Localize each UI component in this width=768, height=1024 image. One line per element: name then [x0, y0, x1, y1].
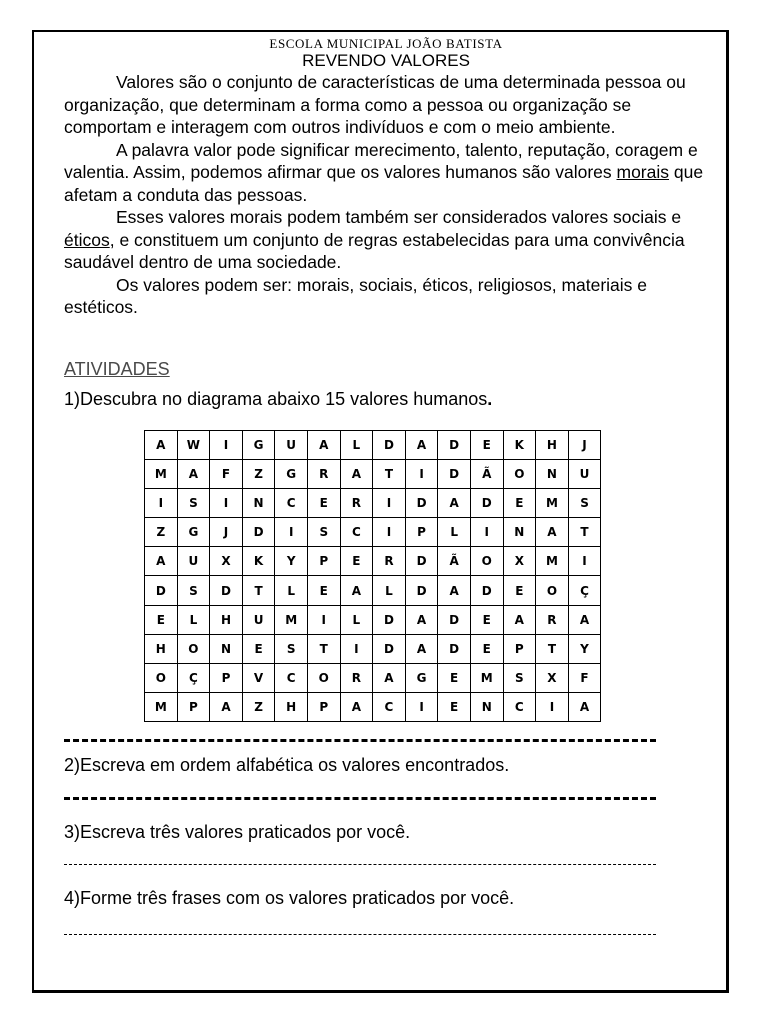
grid-cell: A	[145, 431, 178, 460]
grid-cell: E	[307, 489, 340, 518]
grid-cell: G	[242, 431, 275, 460]
grid-row	[145, 489, 601, 518]
grid-cell: E	[503, 576, 536, 605]
grid-cell: I	[373, 489, 406, 518]
grid-cell: M	[145, 460, 178, 489]
grid-cell: Ã	[438, 547, 471, 576]
grid-row	[145, 460, 601, 489]
intro-text	[64, 71, 714, 319]
grid-cell: E	[307, 576, 340, 605]
grid-cell: D	[405, 547, 438, 576]
grid-cell: R	[340, 663, 373, 692]
paragraph-2	[64, 139, 714, 207]
grid-cell: F	[568, 663, 601, 692]
grid-cell: N	[210, 634, 243, 663]
grid-cell: K	[503, 431, 536, 460]
grid-cell: T	[242, 576, 275, 605]
grid-cell: U	[177, 547, 210, 576]
grid-cell: U	[568, 460, 601, 489]
grid-cell: O	[307, 663, 340, 692]
grid-cell: H	[275, 692, 308, 721]
grid-cell: F	[210, 460, 243, 489]
question-4: 4)Forme três frases com os valores praticados por você.	[64, 888, 515, 908]
grid-row	[145, 576, 601, 605]
grid-cell: D	[438, 634, 471, 663]
grid-cell: E	[438, 692, 471, 721]
grid-cell: W	[177, 431, 210, 460]
grid-cell: A	[405, 431, 438, 460]
grid-cell: A	[536, 518, 569, 547]
grid-cell: Z	[242, 460, 275, 489]
grid-cell: I	[307, 605, 340, 634]
underlined-word-eticos: éticos	[64, 229, 110, 250]
grid-cell: R	[340, 489, 373, 518]
grid-cell: X	[503, 547, 536, 576]
grid-cell: D	[438, 431, 471, 460]
grid-cell: D	[373, 634, 406, 663]
grid-cell: I	[405, 692, 438, 721]
grid-cell: X	[210, 547, 243, 576]
question-3: 3)Escreva três valores praticados por você.	[64, 822, 411, 842]
question-1-text: 1)Descubra no diagrama abaixo 15 valores humanos	[64, 389, 488, 409]
grid-cell: S	[177, 576, 210, 605]
grid-row	[145, 692, 601, 721]
grid-cell: A	[210, 692, 243, 721]
grid-cell: I	[275, 518, 308, 547]
grid-cell: V	[242, 663, 275, 692]
grid-cell: I	[210, 489, 243, 518]
grid-cell: T	[373, 460, 406, 489]
grid-cell: E	[145, 605, 178, 634]
grid-cell: U	[275, 431, 308, 460]
grid-cell: D	[242, 518, 275, 547]
grid-cell: I	[568, 547, 601, 576]
grid-cell: A	[373, 663, 406, 692]
grid-cell: L	[438, 518, 471, 547]
grid-cell: J	[210, 518, 243, 547]
grid-cell: C	[340, 518, 373, 547]
page-title: REVENDO VALORES	[302, 51, 470, 70]
grid-cell: O	[470, 547, 503, 576]
grid-cell: E	[242, 634, 275, 663]
paragraph-4: Os valores podem ser: morais, sociais, éticos, religiosos, materiais e estéticos.	[64, 274, 648, 317]
grid-cell: C	[275, 489, 308, 518]
activities-heading: ATIVIDADES	[64, 359, 170, 379]
grid-cell: Ç	[177, 663, 210, 692]
grid-cell: S	[177, 489, 210, 518]
grid-cell: E	[470, 605, 503, 634]
grid-cell: P	[307, 547, 340, 576]
grid-cell: A	[307, 431, 340, 460]
grid-cell: L	[177, 605, 210, 634]
grid-cell: D	[373, 431, 406, 460]
grid-cell: D	[405, 576, 438, 605]
grid-cell: L	[373, 576, 406, 605]
grid-cell: D	[470, 576, 503, 605]
grid-cell: S	[275, 634, 308, 663]
grid-cell: E	[340, 547, 373, 576]
paragraph-3-end: , e constituem um conjunto de regras estabelecidas para uma convivência saudável dentro de uma sociedade.	[64, 229, 685, 272]
grid-cell: D	[470, 489, 503, 518]
answer-line-1	[64, 739, 656, 742]
word-search-grid	[144, 430, 601, 722]
grid-cell: M	[470, 663, 503, 692]
grid-cell: H	[210, 605, 243, 634]
grid-cell: Ã	[470, 460, 503, 489]
grid-cell: N	[503, 518, 536, 547]
grid-cell: U	[242, 605, 275, 634]
grid-row	[145, 518, 601, 547]
grid-cell: P	[503, 634, 536, 663]
grid-cell: H	[145, 634, 178, 663]
grid-cell: K	[242, 547, 275, 576]
grid-cell: E	[470, 634, 503, 663]
grid-cell: J	[568, 431, 601, 460]
grid-cell: I	[210, 431, 243, 460]
grid-cell: D	[438, 605, 471, 634]
grid-cell: A	[340, 460, 373, 489]
question-2: 2)Escreva em ordem alfabética os valores encontrados.	[64, 755, 510, 775]
grid-row	[145, 605, 601, 634]
paragraph-3-start: Esses valores morais podem também ser considerados valores sociais e	[116, 207, 682, 227]
grid-cell: L	[340, 605, 373, 634]
grid-cell: M	[145, 692, 178, 721]
grid-cell: A	[503, 605, 536, 634]
grid-cell: I	[373, 518, 406, 547]
grid-cell: G	[177, 518, 210, 547]
school-name: ESCOLA MUNICIPAL JOÃO BATISTA	[269, 36, 503, 51]
grid-cell: P	[405, 518, 438, 547]
grid-cell: S	[568, 489, 601, 518]
grid-cell: P	[210, 663, 243, 692]
grid-cell: T	[568, 518, 601, 547]
question-1-period: .	[487, 389, 493, 409]
grid-cell: I	[470, 518, 503, 547]
grid-cell: H	[536, 431, 569, 460]
grid-cell: A	[568, 692, 601, 721]
grid-cell: O	[536, 576, 569, 605]
grid-cell: G	[275, 460, 308, 489]
grid-cell: D	[210, 576, 243, 605]
paragraph-2-end: que afetam a conduta das pessoas.	[64, 162, 704, 205]
grid-cell: C	[275, 663, 308, 692]
grid-cell: A	[145, 547, 178, 576]
grid-cell: L	[275, 576, 308, 605]
grid-cell: A	[568, 605, 601, 634]
grid-cell: O	[177, 634, 210, 663]
grid-row	[145, 663, 601, 692]
grid-cell: M	[536, 547, 569, 576]
grid-cell: P	[307, 692, 340, 721]
grid-cell: Ç	[568, 576, 601, 605]
grid-cell: A	[438, 489, 471, 518]
question-1	[64, 389, 492, 410]
grid-cell: Y	[275, 547, 308, 576]
grid-cell: I	[536, 692, 569, 721]
grid-cell: E	[438, 663, 471, 692]
grid-cell: N	[470, 692, 503, 721]
paragraph-3	[64, 206, 714, 274]
grid-cell: R	[536, 605, 569, 634]
answer-line-3	[64, 864, 656, 865]
grid-cell: R	[307, 460, 340, 489]
grid-cell: A	[340, 692, 373, 721]
grid-cell: Y	[568, 634, 601, 663]
grid-cell: O	[503, 460, 536, 489]
paragraph-2-start: A palavra valor pode significar merecimento, talento, reputação, coragem e valentia. Assim, podemos afirmar que os valores humanos são valores	[64, 139, 698, 182]
grid-cell: I	[405, 460, 438, 489]
grid-cell: A	[438, 576, 471, 605]
grid-cell: I	[340, 634, 373, 663]
grid-cell: D	[373, 605, 406, 634]
grid-cell: R	[373, 547, 406, 576]
underlined-word-morais: morais	[616, 162, 670, 182]
grid-cell: N	[242, 489, 275, 518]
grid-cell: T	[536, 634, 569, 663]
grid-cell: E	[470, 431, 503, 460]
grid-cell: A	[340, 576, 373, 605]
grid-row	[145, 431, 601, 460]
grid-cell: O	[145, 663, 178, 692]
grid-cell: I	[145, 489, 178, 518]
answer-line-4	[64, 934, 656, 935]
grid-cell: E	[503, 489, 536, 518]
grid-row	[145, 634, 601, 663]
grid-cell: C	[503, 692, 536, 721]
grid-cell: D	[438, 460, 471, 489]
grid-cell: A	[177, 460, 210, 489]
grid-cell: S	[307, 518, 340, 547]
grid-cell: M	[536, 489, 569, 518]
grid-row	[145, 547, 601, 576]
grid-cell: P	[177, 692, 210, 721]
grid-cell: X	[536, 663, 569, 692]
grid-cell: A	[405, 634, 438, 663]
grid-cell: L	[340, 431, 373, 460]
paragraph-1: Valores são o conjunto de características de uma determinada pessoa ou organização, que determinam a forma como a pessoa ou organização se comportam e interagem com outros indivíduos e com o meio ambiente.	[64, 72, 686, 137]
grid-cell: G	[405, 663, 438, 692]
grid-cell: S	[503, 663, 536, 692]
answer-line-2	[64, 797, 656, 800]
grid-cell: D	[145, 576, 178, 605]
grid-cell: T	[307, 634, 340, 663]
grid-cell: M	[275, 605, 308, 634]
grid-cell: C	[373, 692, 406, 721]
grid-cell: D	[405, 489, 438, 518]
grid-cell: A	[405, 605, 438, 634]
grid-cell: N	[536, 460, 569, 489]
grid-cell: Z	[145, 518, 178, 547]
grid-cell: Z	[242, 692, 275, 721]
